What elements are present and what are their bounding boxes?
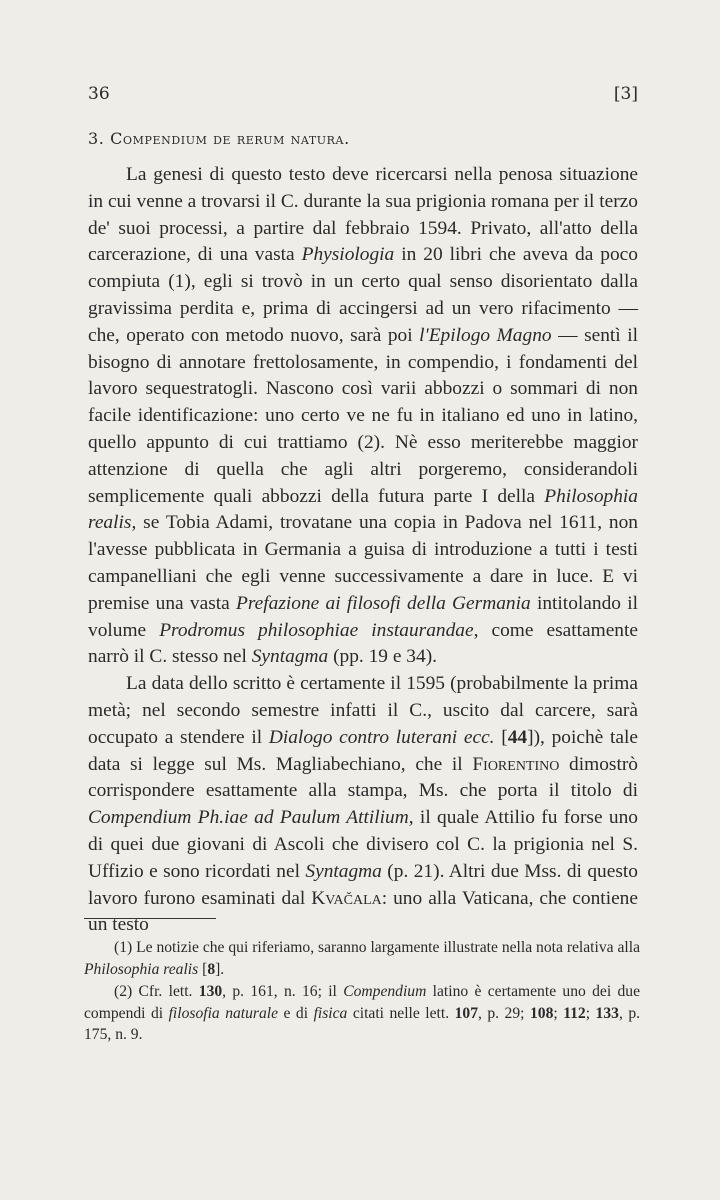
text-run: , p. 161, n. 16; il xyxy=(222,983,344,1000)
text-run: La data dello scritto è certamente il 1595 (probabilmente la prima metà; nel secondo semestre infatti il C., uscito dal carcere, sarà occupato a stendere il xyxy=(88,673,638,748)
text-run: ]. xyxy=(215,960,225,978)
text-run: La genesi di questo testo deve ricercarsi nella penosa situazione in cui venne a trovarsi il C. durante la sua prigionia romana per il terzo de' suoi processi, a partire dal febbraio 1594. Privato, all'atto della carcerazione, di una vasta xyxy=(88,164,638,266)
italic-title: filosofia naturale xyxy=(168,1004,279,1022)
text-run: [ xyxy=(198,960,208,978)
text-run: ; xyxy=(553,1004,564,1022)
text-run: , p. 29; xyxy=(477,1004,530,1022)
text-run: dimostrò corrispondere esattamente alla stampa, Ms. che porta il titolo di xyxy=(88,753,639,802)
text-run: [ xyxy=(494,726,508,748)
text-run: , se Tobia Adami, trovatane una copia in Padova nel 1611, non l'avesse pubblicata in Germania a guisa di introduzione a tutti i testi campanelliani che egli venne successivamente a dare in luce. E vi premise una vasta xyxy=(88,512,638,614)
text-run: (1) Le notizie che qui riferiamo, saranno largamente illustrate nella nota relativa alla xyxy=(114,939,640,956)
text-run: latino è certamente uno dei due compendi di xyxy=(84,983,640,1022)
page-number: 36 xyxy=(88,84,110,104)
bold-reference: 8 xyxy=(207,960,216,978)
text-run: (p. 21). Altri due Mss. di questo lavoro furono esaminati dal xyxy=(88,860,638,909)
italic-title: l'Epilogo Magno xyxy=(419,324,552,346)
text-run: ]), poichè tale data si legge sul Ms. Magliabechiano, che il xyxy=(88,726,638,775)
main-text xyxy=(88,162,638,939)
bold-reference: 112 xyxy=(563,1004,586,1022)
section-number: 3. xyxy=(88,129,105,148)
author-name: Fiorentino xyxy=(472,753,560,775)
italic-title: Physiologia xyxy=(301,244,395,266)
footnote-rule xyxy=(84,918,216,919)
bold-reference: 107 xyxy=(454,1004,478,1022)
italic-title: Philosophia realis xyxy=(84,960,199,978)
italic-title: Syntagma xyxy=(251,646,329,668)
text-run: , il quale Attilio fu forse uno di quei due giovani di Ascoli che divisero col C. la prigionia nel S. Uffizio e sono ricordati nel xyxy=(88,807,638,882)
text-run: , come esattamente narrò il C. stesso nel xyxy=(88,619,638,668)
text-run: : uno alla Vaticana, che contiene un testo xyxy=(88,887,638,936)
text-run: (2) Cfr. lett. xyxy=(114,983,199,1000)
section-title: Compendium de rerum natura. xyxy=(110,129,350,148)
italic-title: fisica xyxy=(313,1004,348,1022)
text-run: , p. 175, n. 9. xyxy=(84,1004,641,1043)
text-run: in 20 libri che aveva da poco compiuta (1), egli si trovò in un certo qual senso disorientato dalla gravissima perdita e, prima di accingersi ad un vero rifacimento — che, operato con metodo nuovo, sarà poi xyxy=(88,244,638,346)
paragraph-1 xyxy=(88,162,638,671)
text-run: citati nelle lett. xyxy=(347,1004,455,1022)
footnote-1 xyxy=(84,937,640,980)
author-name: Kvačala xyxy=(311,887,382,909)
italic-title: Philosophia realis xyxy=(88,485,638,534)
text-run: intitolando il volume xyxy=(88,592,638,641)
bold-reference: 133 xyxy=(595,1004,619,1022)
italic-title: Compendium xyxy=(343,983,427,1000)
bold-reference: 108 xyxy=(529,1004,554,1022)
paragraph-2 xyxy=(88,671,638,939)
running-header xyxy=(88,84,638,108)
section-label: [3] xyxy=(613,84,638,104)
italic-title: Prodromus philosophiae instaurandae xyxy=(159,619,474,641)
text-run: (pp. 19 e 34). xyxy=(328,646,437,668)
italic-title: Syntagma xyxy=(305,860,382,882)
italic-title: Compendium Ph.iae ad Paulum Attilium xyxy=(88,807,409,829)
bold-reference: 44 xyxy=(507,726,528,748)
footnote-2 xyxy=(84,981,640,1046)
italic-title: Prefazione ai filosofi della Germania xyxy=(236,592,531,614)
italic-title: Dialogo contro luterani ecc. xyxy=(268,726,495,748)
text-run: e di xyxy=(278,1004,314,1022)
bold-reference: 130 xyxy=(198,983,223,1000)
text-run: — sentì il bisogno di annotare frettolosamente, in compendio, i fondamenti del lavoro sequestratogli. Nascono così varii abbozzi o sommari di non facile identificazione: uno certo ve ne fu in italiano ed uno in latino, quello appunto di cui trattiamo (2). Nè esso meriterebbe maggior attenzione di quella che agli altri porgeremo, considerandoli semplicemente quali abbozzi della futura parte I della xyxy=(88,324,639,507)
section-heading xyxy=(88,129,648,148)
footnotes xyxy=(84,937,640,1046)
text-run: ; xyxy=(585,1004,596,1022)
